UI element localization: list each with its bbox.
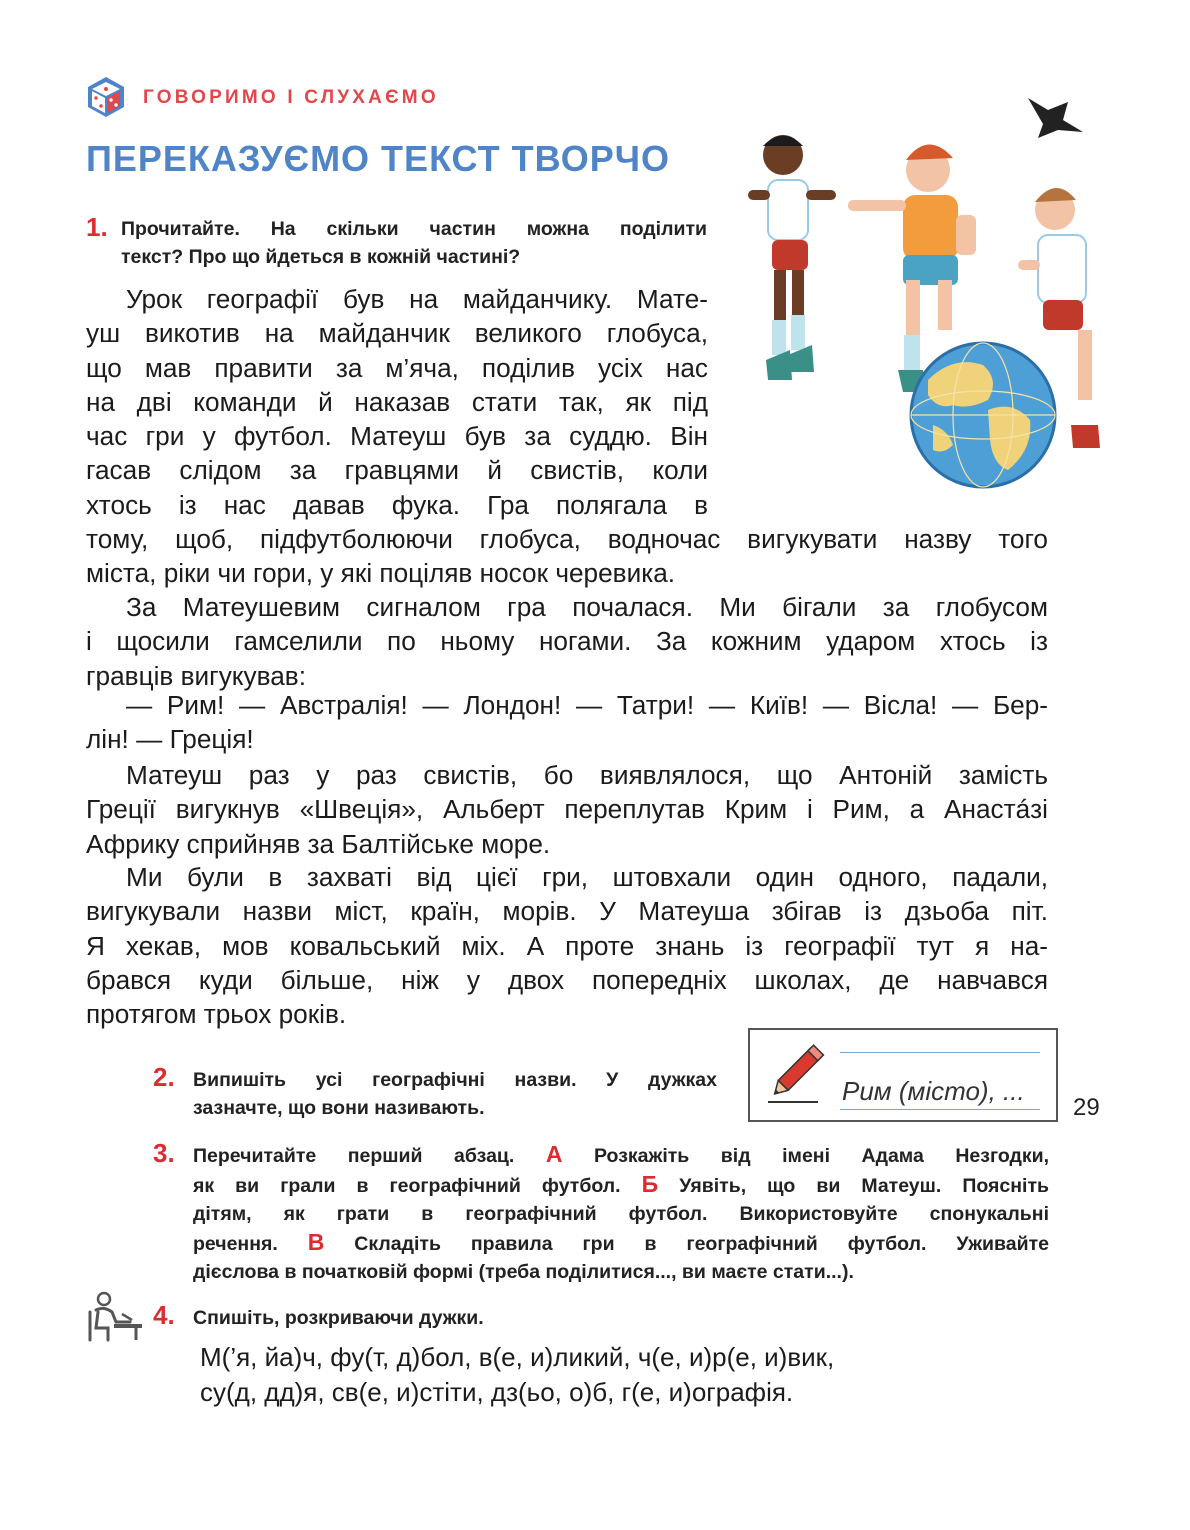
exercise-text xyxy=(200,1340,834,1410)
story-line: на дві команди й наказав стати так, як під xyxy=(86,386,708,417)
task-2-line-2: зазначте, що вони називають. xyxy=(193,1097,485,1119)
story-paragraph-5 xyxy=(86,860,1048,1031)
story-line: Я хекав, мов ковальський міх. А проте знань із географії тут я на- xyxy=(86,930,1048,961)
task-4-number: 4. xyxy=(153,1300,175,1330)
story-line: протягом трьох років. xyxy=(86,999,347,1030)
task-3-text: як ви грали в географічний футбол. xyxy=(193,1175,621,1197)
story-paragraph-1 xyxy=(86,282,708,522)
ruled-line xyxy=(840,1109,1040,1110)
kids-playing-globe-football-illustration xyxy=(738,80,1148,500)
story-line: що мав правити за м’яча, поділив усіх нас xyxy=(86,352,708,383)
story-line: Африку сприйняв за Балтійське море. xyxy=(86,828,551,859)
story-paragraph-4 xyxy=(86,758,1048,861)
story-line: лін! — Греція! xyxy=(86,724,254,755)
task-2-number: 2. xyxy=(153,1062,175,1092)
dice-cube-icon xyxy=(86,76,126,118)
task-4-instruction: Спишіть, розкриваючи дужки. xyxy=(193,1307,484,1329)
task-3-text: Перечитайте перший абзац. xyxy=(193,1145,515,1167)
story-line: і щосили гамселили по ньому ногами. За кожним ударом хтось із xyxy=(86,626,1048,657)
globe-ball-icon xyxy=(911,343,1055,487)
task-3-text: дієслова в початковій формі (треба поділитися..., ви маєте стати...). xyxy=(193,1261,854,1283)
task-3-text: речення. xyxy=(193,1233,278,1255)
example-answer: Рим (місто), ... xyxy=(842,1076,1025,1106)
page-number: 29 xyxy=(1073,1094,1100,1121)
option-letter-b: Б xyxy=(641,1171,659,1197)
task-2-line-1: Випишіть усі географічні назви. У дужках xyxy=(193,1069,717,1091)
ruled-line xyxy=(840,1052,1040,1053)
story-line: уш викотив на майданчик великого глобуса, xyxy=(86,318,708,349)
task-3-text: Уявіть, що ви Матеуш. Поясніть xyxy=(679,1175,1049,1197)
exercise-line: М(’я, йа)ч, фу(т, д)бол, в(е, и)ликий, ч(е, и)р(е, и)вик, xyxy=(200,1342,835,1372)
story-line: тому, щоб, підфутболюючи глобуса, водночас вигукувати назву того xyxy=(86,524,1048,554)
boy-left-figure xyxy=(748,135,836,380)
task-3-number: 3. xyxy=(153,1138,175,1168)
option-letter-a: А xyxy=(545,1141,563,1167)
story-line: — Рим! — Австралія! — Лондон! — Татри! — Київ! — Вісла! — Бер- xyxy=(126,690,1048,720)
task-2-instruction xyxy=(193,1066,717,1122)
story-line: міста, ріки чи гори, у які поціляв носок черевика. xyxy=(86,558,676,589)
pencil-icon xyxy=(760,1036,836,1108)
story-line: За Матеушевим сигналом гра почалася. Ми бігали за глобусом xyxy=(126,592,1048,622)
student-writing-icon xyxy=(86,1290,144,1342)
page-title: ПЕРЕКАЗУЄМО ТЕКСТ ТВОРЧО xyxy=(86,138,671,179)
story-line: брався куди більше, ніж у двох попередніх школах, де навчався xyxy=(86,964,1048,995)
story-line: Ми були в захваті від цієї гри, штовхали один одного, падали, xyxy=(126,862,1048,892)
task-1-instruction xyxy=(121,215,707,271)
option-letter-v: В xyxy=(307,1229,325,1255)
task-3-text: Розкажіть від імені Адама Незгодки, xyxy=(594,1145,1050,1167)
section-label: ГОВОРИМО І СЛУХАЄМО xyxy=(143,87,439,108)
task-3-text: дітям, як грати в географічний футбол. Використовуйте спонукальні xyxy=(193,1203,1049,1225)
task-1-number: 1. xyxy=(86,212,108,242)
story-line: хтось із нас давав фука. Гра полягала в xyxy=(86,489,708,520)
story-paragraph-2 xyxy=(86,590,1048,693)
story-line: Матеуш раз у раз свистів, бо виявлялося, що Антоній замість xyxy=(126,760,1048,790)
crow-icon xyxy=(1028,98,1083,138)
story-line: гравців вигукував: xyxy=(86,660,306,691)
story-line: Урок географії був на майданчику. Мате- xyxy=(126,284,708,314)
story-line: час гри у футбол. Матеуш був за суддю. Він xyxy=(86,421,708,452)
story-line: вигукували назви міст, країн, морів. У Матеуша збігав із дзьоба піт. xyxy=(86,896,1048,927)
story-line: гасав слідом за гравцями й свистів, коли xyxy=(86,455,708,486)
story-paragraph-3 xyxy=(86,688,1048,757)
task-3-text: Складіть правила гри в географічний футбол. Уживайте xyxy=(354,1233,1049,1255)
exercise-line: су(д, дд)я, св(е, и)стіти, дз(ьо, о)б, г(е, и)ографія. xyxy=(200,1377,794,1407)
task-1-line-1: Прочитайте. На скільки частин можна поділити xyxy=(121,218,707,240)
story-line: Греції вигукнув «Швеція», Альберт переплутав Крим і Рим, а Анастáзі xyxy=(86,794,1048,825)
task-3-instruction xyxy=(193,1140,1049,1286)
task-1-line-2: текст? Про що йдеться в кожній частині? xyxy=(121,246,521,268)
story-paragraph-1-cont xyxy=(86,522,1048,591)
